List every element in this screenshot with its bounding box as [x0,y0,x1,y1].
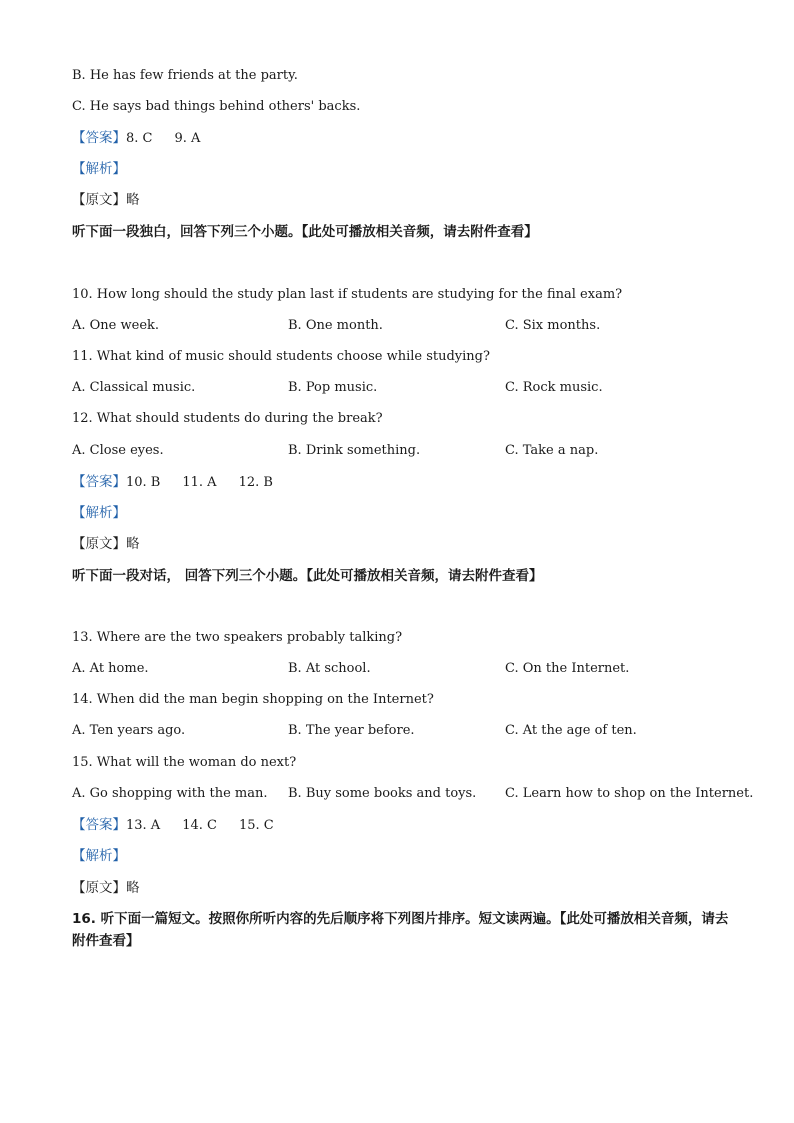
analysis-row-1 [72,160,126,179]
analysis-row-3 [72,847,126,866]
answer-item: 9. A [174,131,201,146]
option-b: B. Pop music. [288,380,378,395]
answer-item: 15. C [238,818,274,833]
option-a: A. At home. [72,661,149,676]
option-c: C. Learn how to shop on the Internet. [505,786,754,801]
option-b: B. Drink something. [288,443,421,458]
answer-item: 14. C [182,818,217,833]
option-c: C. Six months. [505,318,601,333]
option-a: A. Classical music. [72,380,196,395]
original-row-3 [72,879,140,898]
original-row-2 [72,535,140,554]
answer-item: 13. A [126,818,161,833]
question-11: 11. What kind of music should students choose while studying? [72,349,490,364]
answer-row-2 [72,473,295,492]
original-text: 略 [126,880,140,896]
analysis-label: 【解析】 [72,161,126,177]
q9-option-b: B. He has few friends at the party. [72,68,298,83]
analysis-label: 【解析】 [72,505,126,521]
answer-row-3 [72,816,296,835]
option-b: B. At school. [288,661,371,676]
q9-option-c: C. He says bad things behind others' backs. [72,99,361,114]
analysis-row-2 [72,504,126,523]
option-c: C. On the Internet. [505,661,630,676]
option-c: C. Rock music. [505,380,603,395]
answer-item: 10. B [126,475,161,490]
answer-item: 8. C [126,131,153,146]
question-14: 14. When did the man begin shopping on the Internet? [72,692,434,707]
option-a: A. Ten years ago. [72,723,186,738]
answer-label: 【答案】 [72,130,126,146]
question-12: 12. What should students do during the break? [72,411,383,426]
question-10: 10. How long should the study plan last if students are studying for the final exam? [72,287,623,302]
option-c: C. Take a nap. [505,443,599,458]
option-b: B. One month. [288,318,383,333]
original-label: 【原文】 [72,192,126,208]
option-b: B. The year before. [288,723,415,738]
monologue-instruction: 听下面一段独白，回答下列三个小题。【此处可播放相关音频，请去附件查看】 [72,224,538,240]
analysis-label: 【解析】 [72,848,126,864]
original-row-1 [72,191,140,210]
answer-label: 【答案】 [72,474,126,490]
option-a: A. One week. [72,318,160,333]
question-13: 13. Where are the two speakers probably talking? [72,630,403,645]
original-label: 【原文】 [72,536,126,552]
question-16-instruction: 16. 听下面一篇短文。按照你所听内容的先后顺序将下列图片排序。短文读两遍。【此处可播放相关音频，请去附件查看】 [72,911,729,949]
dialogue-instruction: 听下面一段对话， 回答下列三个小题。【此处可播放相关音频，请去附件查看】 [72,568,543,584]
answer-item: 11. A [182,475,217,490]
original-text: 略 [126,192,140,208]
original-text: 略 [126,536,140,552]
option-c: C. At the age of ten. [505,723,637,738]
answer-label: 【答案】 [72,817,126,833]
answer-item: 12. B [238,475,273,490]
option-a: A. Go shopping with the man. [72,786,268,801]
option-a: A. Close eyes. [72,443,164,458]
original-label: 【原文】 [72,880,126,896]
option-b: B. Buy some books and toys. [288,786,477,801]
answer-row-1 [72,129,222,148]
question-15: 15. What will the woman do next? [72,755,297,770]
